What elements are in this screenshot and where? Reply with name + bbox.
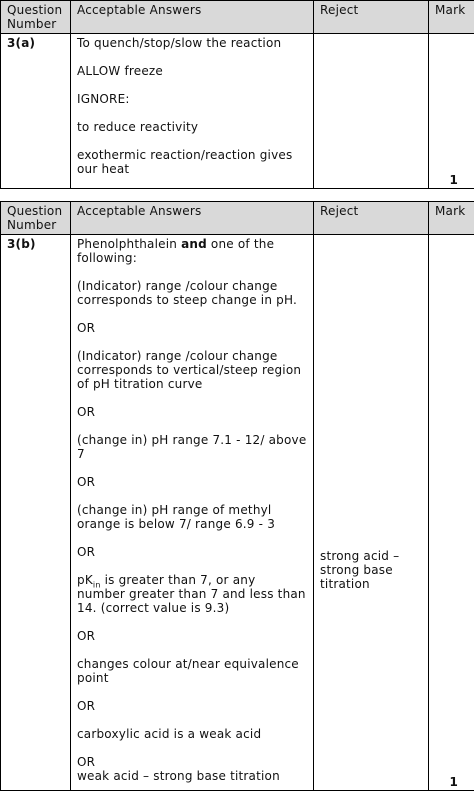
header-mark: Mark: [429, 1, 474, 34]
mark-scheme-table-3a: [0, 0, 474, 189]
answer-text: changes colour at/near equivalence point: [77, 657, 307, 685]
question-number: 3(a): [1, 34, 71, 189]
answer-row: [1, 34, 474, 189]
answer-text: (change in) pH range 7.1 - 12/ above 7: [77, 433, 307, 461]
mark-value: 1: [449, 173, 458, 187]
pk-text: pK: [77, 573, 93, 587]
answer-row: [1, 235, 474, 791]
intro-text: one of the following:: [77, 237, 274, 265]
header-reject: Reject: [314, 202, 429, 235]
mark-cell: [429, 235, 474, 791]
or-text: OR: [77, 545, 307, 559]
answer-text: ALLOW freeze: [77, 64, 307, 78]
header-question-number: Question Number: [1, 1, 71, 34]
or-text: OR: [77, 321, 307, 335]
or-text: OR: [77, 475, 307, 489]
header-reject: Reject: [314, 1, 429, 34]
answer-text: carboxylic acid is a weak acid: [77, 727, 307, 741]
answer-text: To quench/stop/slow the reaction: [77, 36, 307, 50]
acceptable-answers-cell: [71, 235, 314, 791]
or-text: OR: [77, 405, 307, 419]
mark-cell: [429, 34, 474, 189]
answer-text: weak acid – strong base titration: [77, 769, 307, 783]
or-text: OR: [77, 755, 307, 769]
mark-scheme-table-3b: [0, 201, 474, 791]
answer-text: [77, 573, 307, 615]
header-question-number: Question Number: [1, 202, 71, 235]
reject-cell: [314, 34, 429, 189]
pk-rest: is greater than 7, or any number greater than 7 and less than 14. (correct value is 9.3): [77, 573, 306, 615]
header-acceptable-answers: Acceptable Answers: [71, 202, 314, 235]
or-text: OR: [77, 699, 307, 713]
intro-bold: and: [181, 237, 207, 251]
header-acceptable-answers: Acceptable Answers: [71, 1, 314, 34]
intro-text: Phenolphthalein: [77, 237, 181, 251]
mark-value: 1: [449, 775, 458, 789]
header-row: [1, 202, 474, 235]
answer-text: (change in) pH range of methyl orange is below 7/ range 6.9 - 3: [77, 503, 307, 531]
answer-text: (Indicator) range /colour change corresponds to vertical/steep region of pH titration curve: [77, 349, 307, 391]
answer-text: to reduce reactivity: [77, 120, 307, 134]
reject-cell: [314, 235, 429, 791]
reject-text: strong acid – strong base titration: [320, 549, 422, 591]
answer-intro: [77, 237, 307, 265]
header-row: [1, 1, 474, 34]
answer-text: (Indicator) range /colour change corresponds to steep change in pH.: [77, 279, 307, 307]
question-number: 3(b): [1, 235, 71, 791]
or-text: OR: [77, 629, 307, 643]
acceptable-answers-cell: [71, 34, 314, 189]
pk-subscript: in: [93, 580, 101, 589]
answer-text: IGNORE:: [77, 92, 307, 106]
header-mark: Mark: [429, 202, 474, 235]
answer-text: exothermic reaction/reaction gives our heat: [77, 148, 307, 176]
